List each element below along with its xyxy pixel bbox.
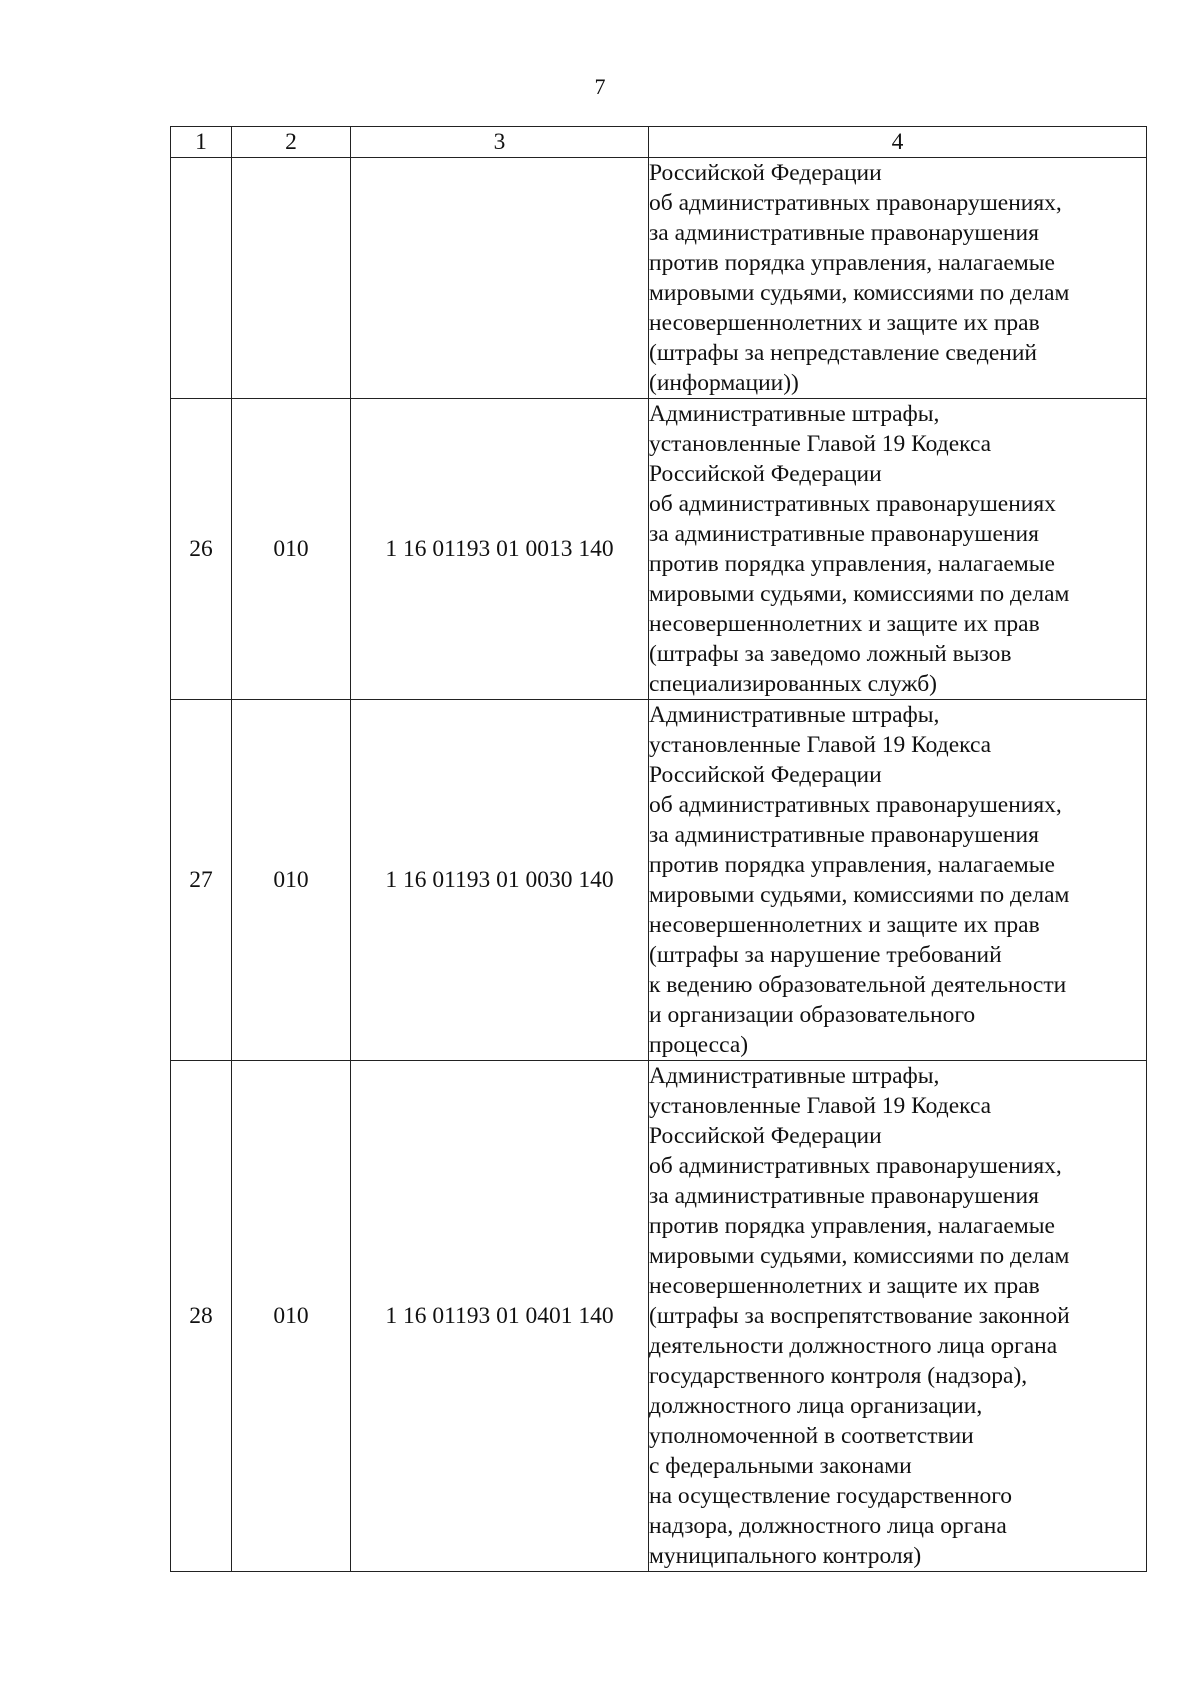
chapter-code (232, 158, 351, 399)
description-line: (штрафы за нарушение требований (649, 942, 1002, 968)
description-line: процесса) (649, 1032, 749, 1058)
header-row (171, 127, 1147, 158)
description-line: (штрафы за непредставление сведений (649, 340, 1037, 366)
description-line: с федеральными законами (649, 1453, 912, 1479)
description-line: деятельности должностного лица органа (649, 1333, 1058, 1359)
description-line: об административных правонарушениях, (649, 1153, 1062, 1179)
description-line: (штрафы за воспрепятствование законной (649, 1303, 1070, 1329)
description-line: к ведению образовательной деятельности (649, 972, 1067, 998)
description-line: и организации образовательного (649, 1002, 976, 1028)
description-line: Российской Федерации (649, 1123, 882, 1149)
row-number: 28 (171, 1061, 232, 1572)
description-line: за административные правонарушения (649, 220, 1039, 246)
description-line: Российской Федерации (649, 461, 882, 487)
header-col-2: 2 (232, 127, 351, 158)
revenue-description (649, 700, 1147, 1061)
table-row (171, 158, 1147, 399)
revenue-description (649, 1061, 1147, 1572)
description-line: за административные правонарушения (649, 521, 1039, 547)
description-line: уполномоченной в соответствии (649, 1423, 974, 1449)
description-line: Российской Федерации (649, 160, 882, 186)
description-line: мировыми судьями, комиссиями по делам (649, 1243, 1070, 1269)
row-number: 27 (171, 700, 232, 1061)
budget-classification-code: 1 16 01193 01 0013 140 (351, 399, 649, 700)
page-number: 7 (594, 74, 606, 99)
description-line: несовершеннолетних и защите их прав (649, 611, 1040, 637)
header-col-3: 3 (351, 127, 649, 158)
description-line: установленные Главой 19 Кодекса (649, 431, 992, 457)
description-line: (информации)) (649, 370, 799, 396)
description-line: установленные Главой 19 Кодекса (649, 732, 992, 758)
description-line: несовершеннолетних и защите их прав (649, 912, 1040, 938)
table-row (171, 399, 1147, 700)
chapter-code: 010 (232, 700, 351, 1061)
revenue-description (649, 158, 1147, 399)
description-line: муниципального контроля) (649, 1543, 922, 1569)
description-line: об административных правонарушениях, (649, 792, 1062, 818)
description-line: против порядка управления, налагаемые (649, 852, 1055, 878)
table-row (171, 1061, 1147, 1572)
chapter-code: 010 (232, 399, 351, 700)
description-line: установленные Главой 19 Кодекса (649, 1093, 992, 1119)
description-line: Административные штрафы, (649, 401, 940, 427)
table-body (171, 158, 1147, 1572)
description-line: на осуществление государственного (649, 1483, 1013, 1509)
description-line: против порядка управления, налагаемые (649, 551, 1055, 577)
description-line: государственного контроля (надзора), (649, 1363, 1028, 1389)
header-col-1: 1 (171, 127, 232, 158)
chapter-code: 010 (232, 1061, 351, 1572)
description-line: об административных правонарушениях, (649, 190, 1062, 216)
description-line: мировыми судьями, комиссиями по делам (649, 882, 1070, 908)
description-line: (штрафы за заведомо ложный вызов (649, 641, 1012, 667)
revenue-description (649, 399, 1147, 700)
description-line: за административные правонарушения (649, 1183, 1039, 1209)
description-line: должностного лица организации, (649, 1393, 983, 1419)
description-line: мировыми судьями, комиссиями по делам (649, 581, 1070, 607)
table-row (171, 700, 1147, 1061)
description-line: Административные штрафы, (649, 702, 940, 728)
budget-classification-code: 1 16 01193 01 0401 140 (351, 1061, 649, 1572)
description-line: об административных правонарушениях (649, 491, 1056, 517)
description-line: мировыми судьями, комиссиями по делам (649, 280, 1070, 306)
row-number (171, 158, 232, 399)
row-number: 26 (171, 399, 232, 700)
budget-classification-code (351, 158, 649, 399)
budget-classification-code: 1 16 01193 01 0030 140 (351, 700, 649, 1061)
description-line: против порядка управления, налагаемые (649, 250, 1055, 276)
description-line: несовершеннолетних и защите их прав (649, 310, 1040, 336)
fines-table (170, 126, 1147, 1572)
description-line: специализированных служб) (649, 671, 937, 697)
description-line: Административные штрафы, (649, 1063, 940, 1089)
description-line: против порядка управления, налагаемые (649, 1213, 1055, 1239)
header-col-4: 4 (649, 127, 1147, 158)
description-line: за административные правонарушения (649, 822, 1039, 848)
description-line: Российской Федерации (649, 762, 882, 788)
description-line: несовершеннолетних и защите их прав (649, 1273, 1040, 1299)
description-line: надзора, должностного лица органа (649, 1513, 1007, 1539)
